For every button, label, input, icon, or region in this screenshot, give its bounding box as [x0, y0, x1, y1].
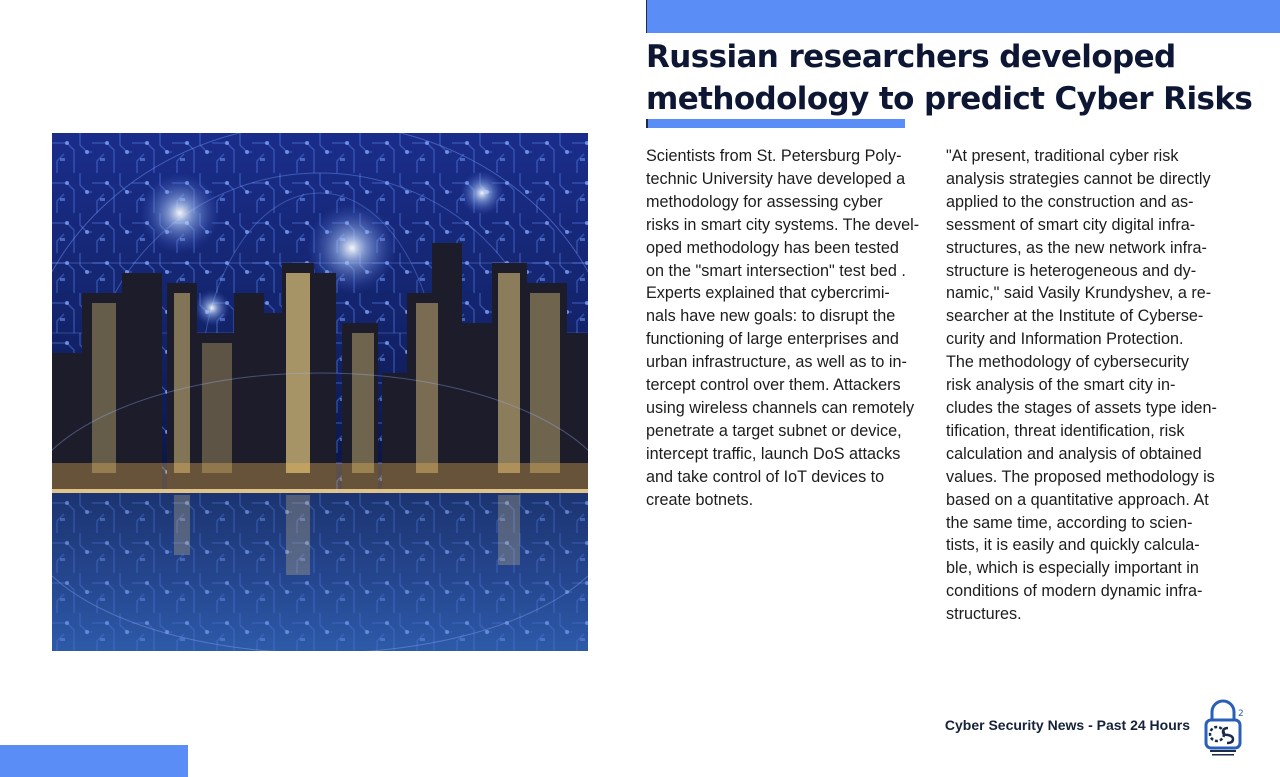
article-text-line: risks in smart city systems. The devel-	[646, 215, 920, 234]
article-text-line: conditions of modern dynamic infra-	[946, 582, 1203, 601]
article-text-line: namic," said Vasily Krundyshev, a re-	[946, 284, 1212, 303]
article-text-line: intercept traffic, launch DoS attacks	[646, 444, 901, 463]
article-text-line: searcher at the Institute of Cyberse-	[946, 307, 1204, 326]
article-text-line: Scientists from St. Petersburg Poly-	[646, 147, 902, 165]
article-text-line: structure is heterogeneous and dy-	[946, 261, 1197, 280]
article-text-line: penetrate a target subnet or device,	[646, 421, 902, 440]
article-text-line: tercept control over them. Attackers	[646, 376, 901, 395]
article-text-line: nals have new goals: to disrupt the	[646, 307, 896, 326]
article-text-line: create botnets.	[646, 490, 754, 509]
article-text-line: based on a quantitative approach. At	[946, 490, 1209, 509]
article-text-line: using wireless channels can remotely	[646, 398, 915, 417]
article-text-line: oped methodology has been tested	[646, 238, 899, 257]
article-text-line: functioning of large enterprises and	[646, 330, 899, 349]
article-text-line: structures.	[946, 605, 1022, 624]
article-text-line: sessment of smart city digital infra-	[946, 215, 1196, 234]
cybersecurity-community-lock-logo-icon	[1198, 698, 1248, 758]
article-text-line: curity and Information Protection.	[946, 330, 1184, 349]
headline-line-2: methodology to predict Cyber Risks	[646, 81, 1253, 117]
article-text-line: urban infrastructure, as well as to in-	[646, 353, 907, 372]
headline-underline	[646, 119, 905, 128]
article-body-left-column	[646, 145, 938, 512]
article-text-line: on the "smart intersection" test bed .	[646, 261, 906, 280]
bottom-accent-bar	[0, 745, 188, 777]
top-accent-bar-edge	[646, 0, 647, 33]
article-text-line: tification, threat identification, risk	[946, 421, 1185, 440]
article-text-line: ble, which is especially important in	[946, 559, 1199, 578]
article-text-line: Experts explained that cybercrimi-	[646, 284, 890, 303]
article-text-line: risk analysis of the smart city in-	[946, 376, 1176, 395]
article-text-line: analysis strategies cannot be directly	[946, 169, 1211, 188]
article-text-line: values. The proposed methodology is	[946, 467, 1215, 486]
article-text-line: and take control of IoT devices to	[646, 467, 885, 486]
article-text-line: structures, as the new network infra-	[946, 238, 1207, 257]
top-accent-bar	[646, 0, 1280, 33]
article-text-line: The methodology of cybersecurity	[946, 353, 1189, 372]
article-text-line: cludes the stages of assets type iden-	[946, 398, 1217, 417]
article-text-line: applied to the construction and as-	[946, 192, 1194, 211]
headline-line-1: Russian researchers developed	[646, 39, 1176, 75]
logo-superscript: 2	[1238, 709, 1244, 719]
smart-city-photo	[52, 133, 588, 651]
article-body-right-column	[946, 145, 1236, 626]
article-text-line: calculation and analysis of obtained	[946, 444, 1202, 463]
article-text-line: tists, it is easily and quickly calcula-	[946, 536, 1200, 555]
article-text-line: "At present, traditional cyber risk	[946, 147, 1179, 165]
footer-publication-label: Cyber Security News - Past 24 Hours	[944, 717, 1190, 733]
article-headline	[646, 36, 1266, 120]
article-text-line: the same time, according to scien-	[946, 513, 1193, 532]
article-text-line: methodology for assessing cyber	[646, 192, 883, 211]
article-text-line: technic University have developed a	[646, 169, 906, 188]
